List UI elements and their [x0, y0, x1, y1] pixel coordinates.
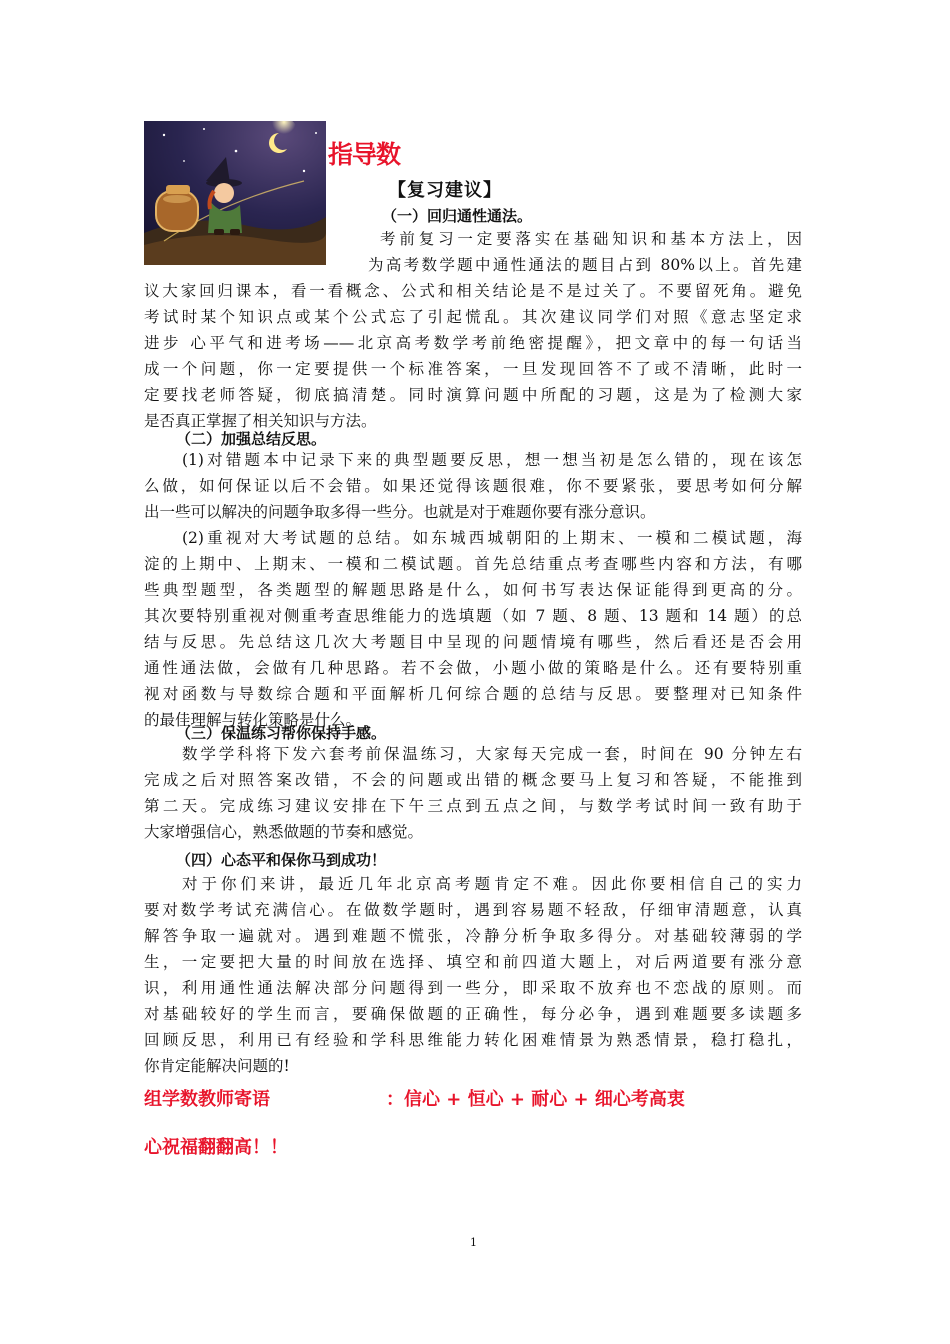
- text-line: 淀的上期中、上期末、一模和二模试题。首先总结重点考查哪些内容和方法，有哪: [144, 555, 802, 573]
- text-line: 考试时某个知识点或某个公式忘了引起慌乱。其次建议同学们对照《意志坚定求: [144, 308, 802, 326]
- text-line: 第二天。完成练习建议安排在下午三点到五点之间，与数学考试时间一致有助于: [144, 797, 802, 815]
- section-3-title: （三）保温练习帮你保持手感。: [176, 724, 387, 742]
- text-line: 大家增强信心，熟悉做题的节奏和感觉。: [144, 823, 424, 841]
- section-4-lines: [144, 871, 802, 1079]
- text-line: 完成之后对照答案改错，不会的问题或出错的概念要马上复习和答疑，不能推到: [144, 771, 802, 789]
- section-2-paragraph-2: [144, 525, 802, 733]
- page-number: 1: [470, 1236, 477, 1249]
- text-line: 么做，如何保证以后不会错。如果还觉得该题很难，你不要紧张，要思考如何分解: [144, 477, 802, 495]
- section-4-title: （四）心态平和保你马到成功！: [176, 851, 387, 869]
- witch-illustration: [144, 121, 326, 265]
- text-line: 出一些可以解决的问题争取多得一些分。也就是对于难题你要有涨分意识。: [144, 503, 656, 521]
- text-line: 定要找老师答疑，彻底搞清楚。同时演算问题中所配的习题，这是为了检测大家: [144, 386, 802, 404]
- text-line: 通性通法做，会做有几种思路。若不会做，小题小做的策略是什么。还有要特别重: [144, 659, 802, 677]
- text-line: 些典型题型，各类题型的解题思路是什么，如何书写表达保证能得到更高的分。: [144, 581, 802, 599]
- text-line: 议大家回归课本，看一看概念、公式和相关结论是不是过关了。不要留死角。避免: [144, 282, 802, 300]
- text-line: 识，利用通性通法解决部分问题得到一些分，即采取不放弃也不恋战的原则。而: [144, 979, 802, 997]
- text-line: 为高考数学题中通性通法的题目占到 80%以上。首先建: [368, 256, 802, 274]
- closing-line-1-right: ：信心 + 恒心 + 耐心 + 细心考高衷: [386, 1089, 685, 1110]
- closing-line-2: 心祝福翻翻高！！: [144, 1137, 288, 1158]
- text-line: 成一个问题，你一定要提供一个标准答案，一旦发现回答不了或不清晰，此时一: [144, 360, 802, 378]
- section-2-title: （二）加强总结反思。: [176, 430, 327, 448]
- text-line: 的最佳理解与转化策略是什么。: [144, 711, 362, 729]
- section-1-lines: [144, 278, 802, 434]
- section-1-lines-narrow: [368, 226, 802, 278]
- night-scene-image: [144, 121, 326, 265]
- closing-line-1-left: 组学数教师寄语: [144, 1089, 270, 1110]
- text-line: 解答争取一遍就对。遇到难题不慌张，冷静分析争取多得分。对基础较薄弱的学: [144, 927, 802, 945]
- text-line: (2)重视对大考试题的总结。如东城西城朝阳的上期末、一模和二模试题，海: [182, 529, 802, 547]
- text-line: 视对函数与导数综合题和平面解析几何综合题的总结与反思。要整理对已知条件: [144, 685, 802, 703]
- text-line: (1)对错题本中记录下来的典型题要反思，想一想当初是怎么错的，现在该怎: [182, 451, 802, 469]
- text-line: 其次要特别重视对侧重考查思维能力的选填题（如 7 题、8 题、13 题和 14 题）的总: [144, 607, 802, 625]
- section-2-paragraph-1: [144, 447, 802, 525]
- text-line: 生，一定要把大量的时间放在选择、填空和前四道大题上，对后两道要有涨分意: [144, 953, 802, 971]
- text-line: 是否真正掌握了相关知识与方法。: [144, 412, 377, 430]
- text-line: 对于你们来讲，最近几年北京高考题肯定不难。因此你要相信自己的实力: [182, 875, 802, 893]
- section-1-title: （一）回归通性通法。: [382, 207, 533, 225]
- text-line: 要对数学考试充满信心。在做数学题时，遇到容易题不轻敌，仔细审清题意，认真: [144, 901, 802, 919]
- text-line: 你肯定能解决问题的!: [144, 1057, 290, 1075]
- text-line: 进步 心平气和进考场——北京高考数学考前绝密提醒》，把文章中的每一句话当: [144, 334, 802, 352]
- text-line: 对基础较好的学生而言，要确保做题的正确性，每分必争，遇到难题要多读题多: [144, 1005, 802, 1023]
- text-line: 回顾反思，利用已有经验和学科思维能力转化困难情景为熟悉情景，稳打稳扎，: [144, 1031, 802, 1049]
- section-3-lines: [144, 741, 802, 845]
- text-line: 数学学科将下发六套考前保温练习，大家每天完成一套，时间在 90 分钟左右: [182, 745, 802, 763]
- text-line: 考前复习一定要落实在基础知识和基本方法上，因: [380, 230, 802, 248]
- review-heading: 【复习建议】: [388, 180, 502, 201]
- text-line: 结与反思。先总结这几次大考题目中呈现的问题情境有哪些，然后看还是否会用: [144, 633, 802, 651]
- header-title: 指导数: [328, 140, 401, 169]
